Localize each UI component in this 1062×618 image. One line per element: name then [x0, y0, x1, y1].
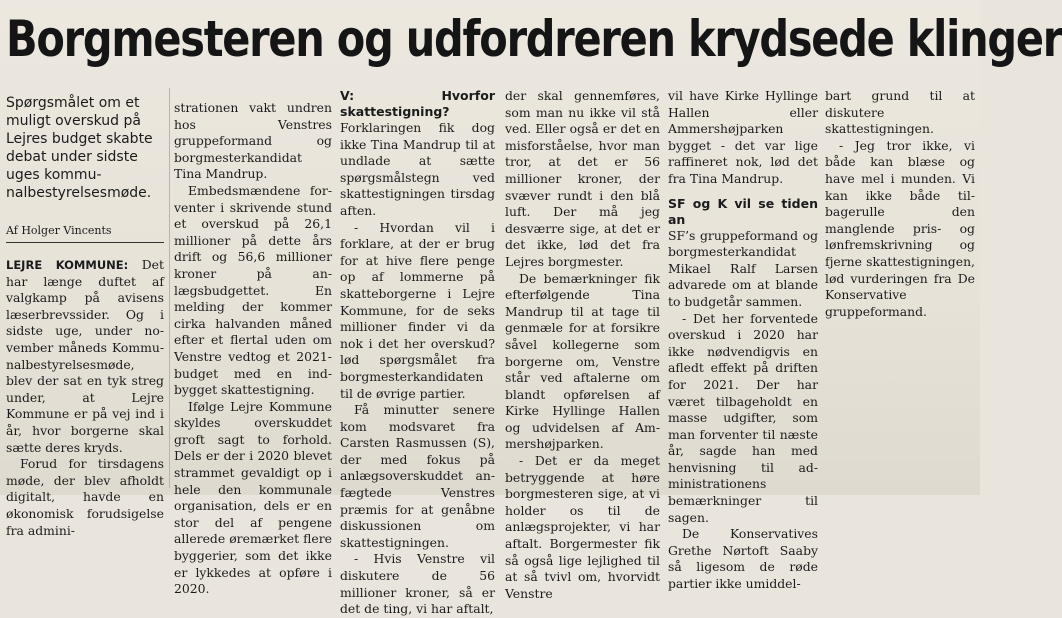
- body-paragraph: De bemærkninger fik efterfølgende Tina Mandrup til at tage til genmæle for at forsikre såvel kollegerne som borgerne om, Venstre står ved aftalerne om blandt opførelsen af Kirke Hyllinge Hallen og udvidelsen af Ammershøjparken.: [505, 270, 660, 452]
- body-paragraph: Forklaringen fik dog ikke Tina Mandrup til at undlade at sætte spørgsmålstegn ved skattestigningen tirsdag aften.: [340, 120, 495, 218]
- column-rule: [169, 88, 170, 488]
- body-paragraph: Ifølge Lejre Kommune skyldes overskuddet groft sagt to forhold. Dels er der i 2020 blevet strammet gevaldigt op i hele den kommunale organisation, dels er en stor del af pengene allerede øremærket flere byggerier, som det ikke er lykkedes at opføre i 2020.: [174, 398, 332, 597]
- body-paragraph: der skal gennemføres, som man nu ikke vil stå ved. Eller også er det en misforståelse, hvor man tror, at det er 56 millioner kroner, der svæver rundt i den blå luft. Der må jeg desværre sige, at det er det ikke, lød det fra Lejres borgmester.: [505, 88, 660, 269]
- body-paragraph: - Det her forventede overskud i 2020 har ikke nødvendigvis en afledt effekt på driften for 2021. Der har været tilbageholdt en masse udgifter, som man forventer til næste år, sagde han med henvisning til administrationens bemærkninger til sagen.: [668, 310, 818, 525]
- subheading: SF og K vil se tiden an: [668, 195, 818, 227]
- subheading: V: Hvorfor skattestigning?: [340, 88, 495, 119]
- body-paragraph: - Hvordan vil i forklare, at der er brug for at hive flere penge op af lommerne på skatteborgerne i Lejre Kommune, for de seks millioner finder vi da nok i det her overskud? lød spørgsmålet fra borgmesterkandidaten til de øvrige partier.: [340, 219, 495, 401]
- body-paragraph: strationen vakt undren hos Venstres gruppeformand og borgmesterkandidat Tina Mandrup.: [174, 100, 332, 182]
- body-paragraph: - Jeg tror ikke, vi både kan blæse og have mel i munden. Vi kan ikke både tilbagerulle den manglende pris- og lønfremskrivning og fjerne skattestigningen, lød vurderingen fra De Konservative gruppeformand.: [825, 137, 975, 319]
- headline: Borgmesteren og udfordreren krydsede klinger: [6, 10, 1062, 68]
- body-paragraph: Embedsmændene forventer i skrivende stund et overskud på 26,1 millioner på dette års drift og 56,6 millioner kroner på anlægsbudgettet. En melding der kommer cirka halvanden måned efter et flertal uden om Venstre vedtog et 2021-budget med en indbygget skattestigning.: [174, 182, 332, 398]
- column-1: [6, 94, 164, 538]
- column-3: [340, 88, 495, 617]
- dateline: LEJRE KOMMUNE:: [6, 258, 129, 272]
- body-paragraph: vil have Kirke Hyllinge Hallen eller Ammershøjparken bygget - det var lige raffineret nok, lød det fra Tina Mandrup.: [668, 88, 818, 186]
- column-6: [825, 88, 975, 488]
- body-paragraph: Forud for tirsdagens møde, der blev afholdt digitalt, havde en økonomisk forudsigelse fra admini-: [6, 456, 164, 538]
- body-paragraph: Få minutter senere kom modsvaret fra Carsten Rasmussen (S), der med fokus på anlægsoverskuddet anfægtede Venstres præmis for at genåbne diskussionen om skattestigningen.: [340, 402, 495, 550]
- body-paragraph: bart grund til at diskutere skattestigningen.: [825, 88, 975, 137]
- column-4: [505, 88, 660, 601]
- column-5: [668, 88, 818, 592]
- body-text: Det har længe duftet af valgkamp på avisens læserbrevssider. Og i sidste uge, under november måneds Kommunalbestyrelsesmøde, blev der sat en tyk streg under, at Lejre Kommune er på vej ind i år, hvor borgerne skal sætte deres kryds.: [6, 257, 164, 455]
- byline: Af Holger Vincents: [6, 224, 164, 243]
- body-paragraph: - Hvis Venstre vil diskutere de 56 millioner kroner, så er det de ting, vi har aftalt,: [340, 551, 495, 617]
- body-paragraph: [6, 257, 164, 456]
- lead-paragraph: Spørgsmålet om et muligt overskud på Lejres budget skabte debat under sidste uges kommunalbestyrelsesmøde.: [6, 95, 153, 201]
- body-paragraph: SF’s gruppeformand og borgmesterkandidat Mikael Ralf Larsen advarede om at blande to budgetår sammen.: [668, 227, 818, 309]
- column-2: [174, 100, 332, 597]
- body-paragraph: De Konservatives Grethe Nørtoft Saaby så ligesom de røde partier ikke umiddel-: [668, 526, 818, 592]
- body-paragraph: - Det er da meget betryggende at høre borgmesteren sige, at vi holder os til de anlægsprojekter, vi har aftalt. Borgermester fik så også lige lejlighed til at så tvivl om, hvorvidt Venstre: [505, 453, 660, 601]
